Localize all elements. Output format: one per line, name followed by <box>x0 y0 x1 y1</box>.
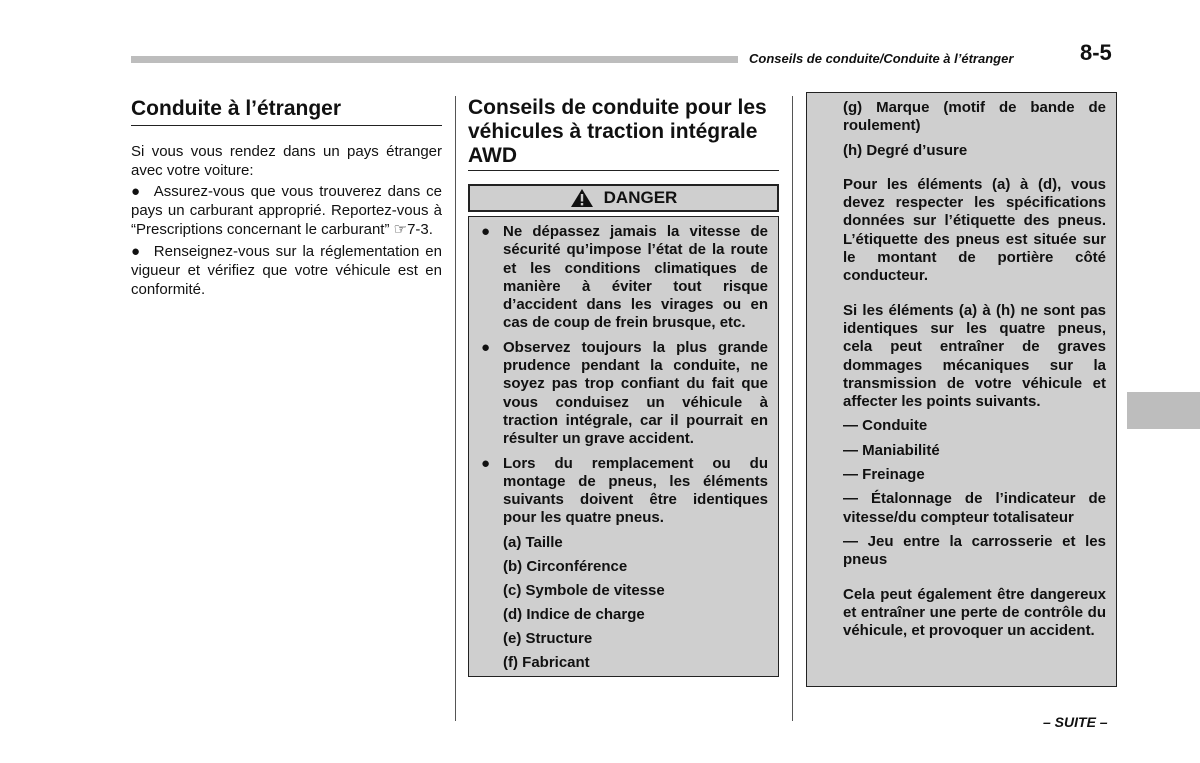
danger-label-text: DANGER <box>603 188 678 207</box>
danger-warning-box <box>468 216 779 677</box>
bullet-dot-icon: ● <box>131 183 154 200</box>
list-item <box>479 223 768 333</box>
mismatch-paragraph: Si les éléments (a) à (h) ne sont pas identiques sur les quatre pneus, cela peut entraîner de graves dommages mécaniques sur la transmission de votre véhicule et affecter les points suivants. <box>843 301 1106 411</box>
tire-item: (d) Indice de charge <box>503 605 645 623</box>
tire-item: (f) Fabricant <box>503 653 590 671</box>
header-rule <box>131 56 738 63</box>
effect-item: — Étalonnage de l’indicateur de vitesse/du compteur totalisateur <box>843 490 1106 526</box>
bullet-dot-icon: ● <box>481 454 491 472</box>
tire-item: (b) Circonférence <box>503 557 628 575</box>
effect-item: — Freinage <box>843 466 925 484</box>
effect-item: — Maniabilité <box>843 441 940 459</box>
continued-marker: – SUITE – <box>1043 714 1108 730</box>
specs-paragraph: Pour les éléments (a) à (d), vous devez respecter les spécifications données sur l’étiquette des pneus. L’étiquette des pneus est située sur le montant de portière côté conducteur. <box>843 175 1106 285</box>
list-item-text: Lors du remplacement ou du montage de pneus, les éléments suivants doivent être identiques pour les quatre pneus. <box>503 454 768 527</box>
column-divider-right <box>792 96 793 721</box>
danger-label <box>468 184 779 212</box>
chapter-thumb-tab <box>1127 392 1200 429</box>
section-heading-awd: Conseils de conduite pour les véhicules à traction intégrale AWD <box>468 96 779 171</box>
page-number: 8-5 <box>1080 40 1112 65</box>
bullet-dot-icon: ● <box>481 338 491 356</box>
tire-item: (c) Symbole de vitesse <box>503 581 665 599</box>
tire-item: (g) Marque (motif de bande de roulement) <box>843 99 1106 135</box>
tire-item: (a) Taille <box>503 533 563 551</box>
effect-item: — Jeu entre la carrosserie et les pneus <box>843 532 1106 569</box>
column-left <box>131 96 442 299</box>
intro-paragraph: Si vous vous rendez dans un pays étranger avec votre voiture: <box>131 143 442 179</box>
column-right-warning-box <box>806 92 1117 687</box>
tire-item: (e) Structure <box>503 629 593 647</box>
list-item <box>479 339 768 449</box>
list-item <box>131 242 442 299</box>
column-middle <box>468 96 779 677</box>
list-item <box>479 455 768 528</box>
tire-item: (h) Degré d’usure <box>843 141 968 159</box>
list-item-text: Observez toujours la plus grande prudence pendant la conduite, ne soyez pas trop confiant du fait que vous conduisez un véhicule à traction intégrale, car il pourrait en résulter un grave accident. <box>503 338 768 448</box>
list-item <box>131 182 442 239</box>
section-heading-abroad: Conduite à l’étranger <box>131 96 442 126</box>
bullet-dot-icon: ● <box>131 243 154 260</box>
column-divider-left <box>455 96 456 721</box>
bullet-dot-icon: ● <box>481 223 491 240</box>
running-header-title: Conseils de conduite/Conduite à l’étranger <box>749 51 1014 66</box>
list-item-text: Assurez-vous que vous trouverez dans ce pays un carburant approprié. Reportez-vous à “Prescriptions concernant le carburant” ☞7-3. <box>131 183 443 238</box>
list-item-text: Ne dépassez jamais la vitesse de sécurité qu’impose l’état de la route et les conditions climatiques de manière à éviter tout risque d’accident dans les virages ou en cas de coup de frein brusque, etc. <box>503 223 768 332</box>
list-item-text: Renseignez-vous sur la réglementation en vigueur et vérifiez que votre véhicule est en conformité. <box>131 243 442 298</box>
danger-paragraph: Cela peut également être dangereux et entraîner une perte de contrôle du véhicule, et provoquer un accident. <box>843 585 1106 640</box>
warning-triangle-icon <box>570 188 594 208</box>
effect-item: — Conduite <box>843 417 928 435</box>
